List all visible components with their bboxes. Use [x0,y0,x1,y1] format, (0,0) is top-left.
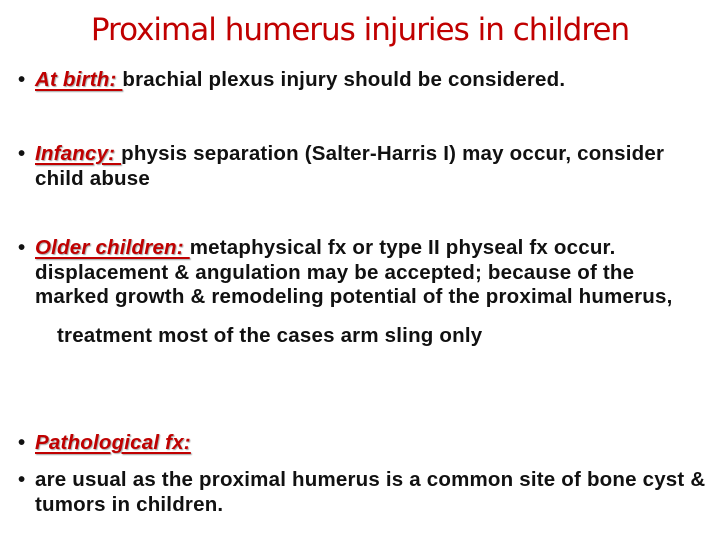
bullet-content [35,431,708,456]
bullet-content [35,468,708,517]
bullet-text: are usual as the proximal humerus is a common site of bone cyst & tumors in children. [35,468,706,516]
bullet-at-birth [18,68,708,93]
slide-title: Proximal humerus injuries in children [90,12,630,48]
bullet-dot: • [18,236,26,259]
bullet-dot: • [18,431,26,454]
bullet-content [35,236,708,348]
bullet-text: physis separation (Salter-Harris I) may occur, consider child abuse [35,142,665,190]
bullet-infancy [18,142,708,191]
bullet-dot: • [18,142,26,165]
bullet-treatment-line: treatment most of the cases arm sling only [57,323,483,347]
bullet-older-children [18,236,708,348]
bullet-keyword: Pathological fx: [35,431,191,454]
bullet-dot: • [18,468,26,491]
bullet-pathological-fx [18,431,708,456]
bullet-bone-cyst [18,468,708,517]
bullet-text: brachial plexus injury should be considered. [122,68,566,91]
bullet-dot: • [18,68,26,91]
bullet-content [35,142,708,191]
bullet-content [35,68,708,93]
bullet-keyword: Older children: [35,236,190,259]
bullet-text: metaphysical fx or type II physeal fx occur. displacement & angulation may be accepted; because of the marked growth & remodeling potential of the proximal humerus, [35,236,673,308]
bullet-keyword: At birth: [35,68,123,91]
bullet-keyword: Infancy: [35,142,122,165]
